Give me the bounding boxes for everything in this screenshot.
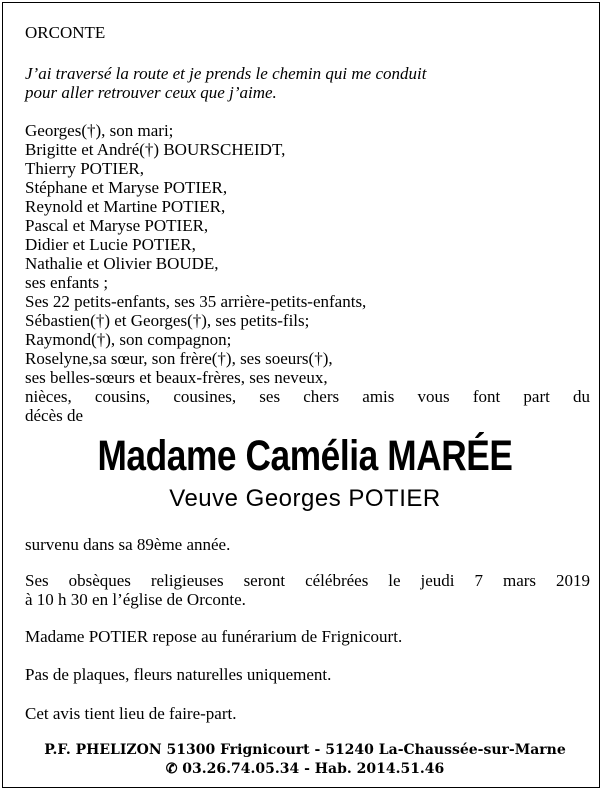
rests-text: Madame POTIER repose au funérarium de Frignicourt. — [25, 627, 403, 646]
poem-quote — [25, 64, 590, 102]
notice-text: Cet avis tient lieu de faire-part. — [25, 704, 237, 723]
phone-line: ✆ 03.26.74.05.34 - Hab. 2014.51.46 — [165, 761, 445, 777]
widow-of: Veuve Georges POTIER — [169, 485, 441, 512]
location-heading: ORCONTE — [25, 23, 106, 42]
family-line: Pascal et Maryse POTIER, — [25, 216, 209, 235]
family-line: ses enfants ; — [25, 273, 109, 292]
funeral-line: Ses obsèques religieuses seront célébrées le jeudi 7 mars 2019 — [25, 571, 590, 590]
family-line: ses belles-sœurs et beaux-frères, ses neveux, — [25, 368, 328, 387]
family-line: Didier et Lucie POTIER, — [25, 235, 196, 254]
funeral-details — [25, 571, 590, 609]
family-line: décès de — [25, 406, 84, 425]
deceased-name: Madame Camélia MARÉE — [97, 432, 513, 480]
family-line: Nathalie et Olivier BOUDE, — [25, 254, 219, 273]
family-line: Ses 22 petits-enfants, ses 35 arrière-petits-enfants, — [25, 292, 367, 311]
family-line: Sébastien(†) et Georges(†), ses petits-fils; — [25, 311, 310, 330]
age-text: survenu dans sa 89ème année. — [25, 535, 231, 554]
poem-line: J’ai traversé la route et je prends le chemin qui me conduit — [25, 64, 427, 83]
flowers-text: Pas de plaques, fleurs naturelles uniquement. — [25, 665, 332, 684]
obituary-notice — [2, 2, 600, 788]
poem-line: pour aller retrouver ceux que j’aime. — [25, 83, 277, 102]
family-line: Reynold et Martine POTIER, — [25, 197, 226, 216]
family-line: Brigitte et André(†) BOURSCHEIDT, — [25, 140, 286, 159]
family-list — [25, 121, 590, 425]
family-line: Raymond(†), son compagnon; — [25, 330, 232, 349]
funeral-home: P.F. PHELIZON 51300 Frignicourt - 51240 La-Chaussée-sur-Marne — [44, 742, 566, 758]
family-line: nièces, cousins, cousines, ses chers amis vous font part du — [25, 387, 590, 406]
family-line: Stéphane et Maryse POTIER, — [25, 178, 228, 197]
funeral-line: à 10 h 30 en l’église de Orconte. — [25, 590, 246, 609]
family-line: Georges(†), son mari; — [25, 121, 174, 140]
family-line: Roselyne,sa sœur, son frère(†), ses soeurs(†), — [25, 349, 333, 368]
family-line: Thierry POTIER, — [25, 159, 144, 178]
